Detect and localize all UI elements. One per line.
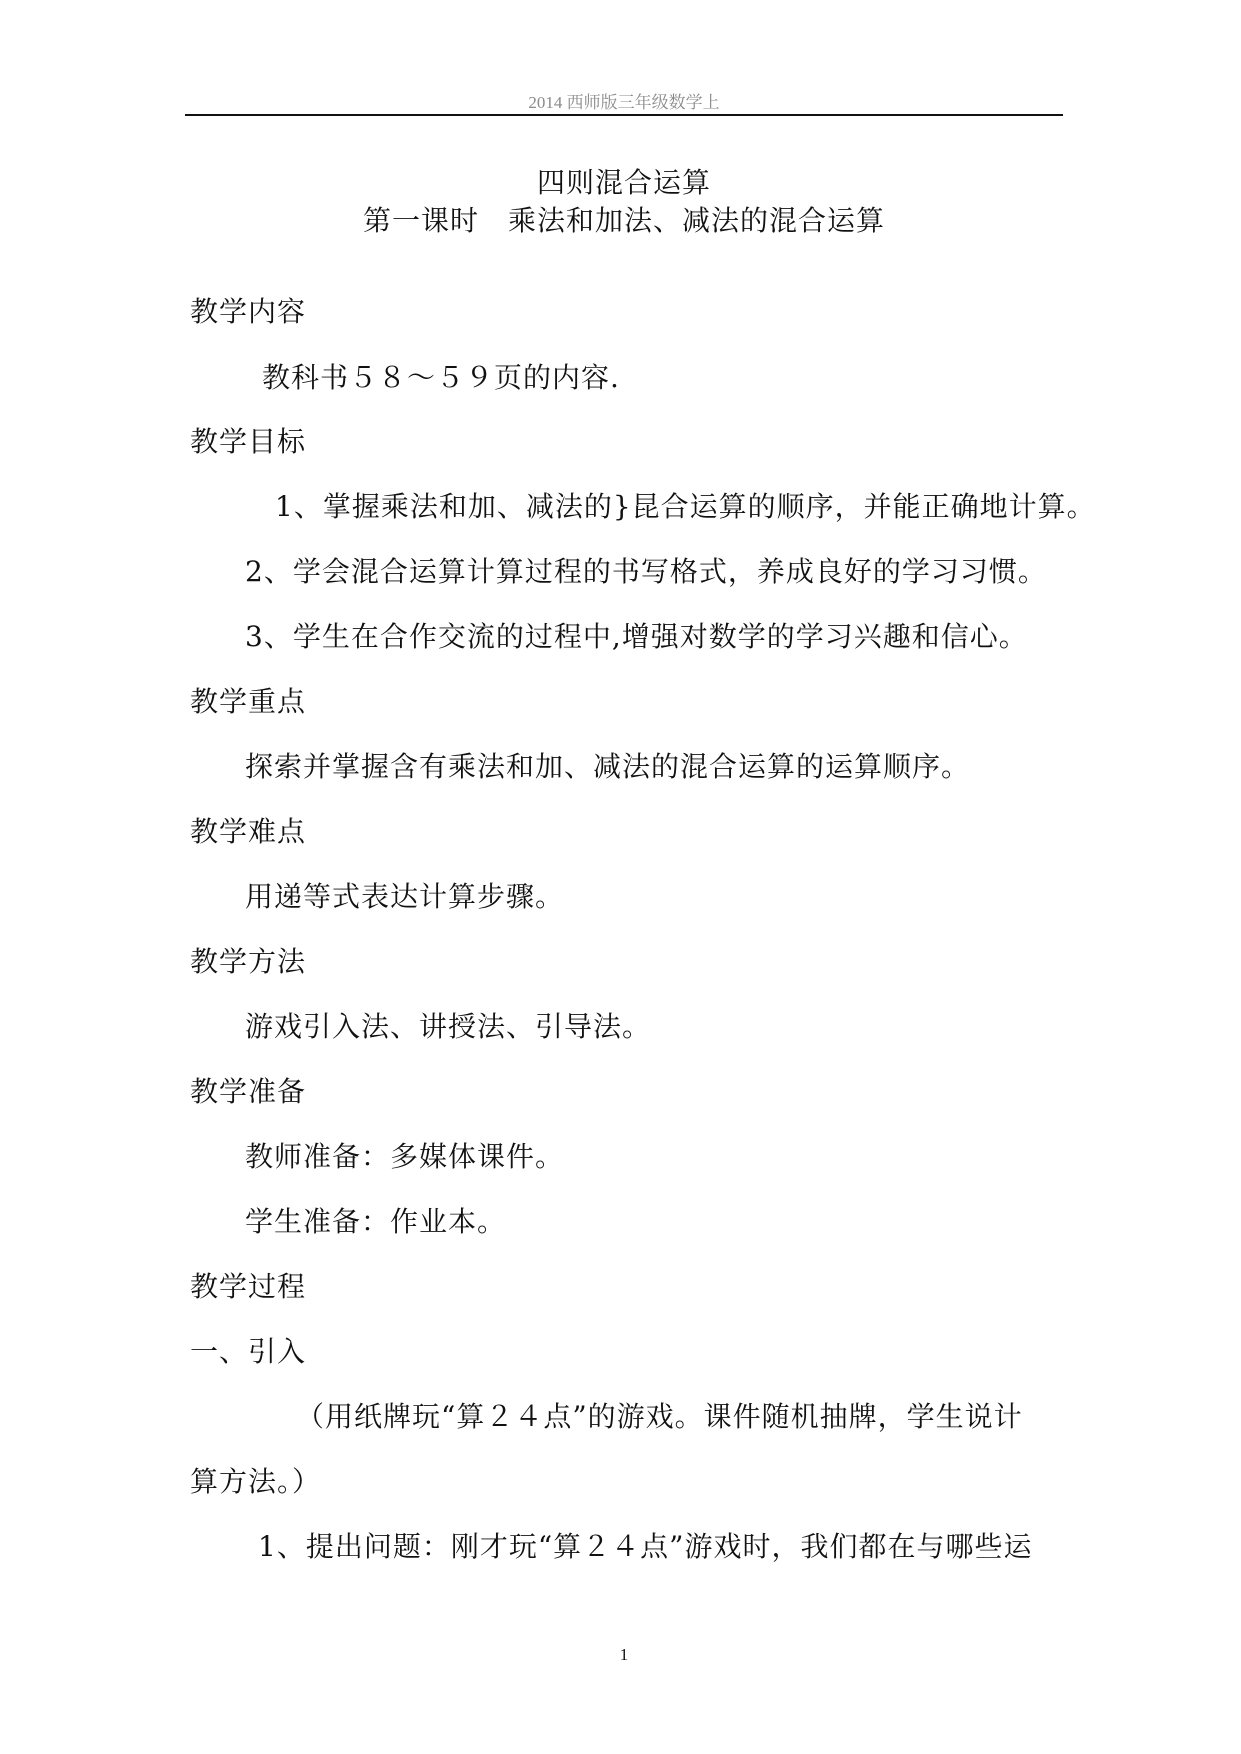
objective-item-1: 1、掌握乘法和加、减法的}昆合运算的顺序，并能正确地计算。 [275,490,1096,523]
section-heading-preparation: 教学准备 [190,1075,307,1108]
objective-item-3: 3、学生在合作交流的过程中,增强对数学的学习兴趣和信心。 [245,620,1028,653]
section-heading-objectives: 教学目标 [190,425,307,458]
section-heading-process: 教学过程 [190,1270,307,1303]
paragraph-teacher-prep: 教师准备：多媒体课件。 [245,1140,565,1173]
paragraph-difficulties: 用递等式表达计算步骤。 [245,880,565,913]
paragraph-key-points: 探索并掌握含有乘法和加、减法的混合运算的运算顺序。 [245,750,971,783]
section-heading-content: 教学内容 [190,295,307,328]
paragraph-intro-line-2: 算方法。） [190,1465,322,1498]
paragraph-methods: 游戏引入法、讲授法、引导法。 [245,1010,652,1043]
lesson-subtitle: 第一课时 乘法和加法、减法的混合运算 [362,204,885,237]
header-divider [185,114,1063,116]
section-heading-difficulties: 教学难点 [190,815,307,848]
paragraph-intro-line-1: （用纸牌玩“算２４点”的游戏。课件随机抽牌，学生说计 [296,1400,1023,1433]
paragraph-question-1: 1、提出问题：刚才玩“算２４点”游戏时，我们都在与哪些运 [258,1530,1033,1563]
paragraph-student-prep: 学生准备：作业本。 [245,1205,507,1238]
paragraph-content: 教科书５８～５９页的内容. [262,361,620,394]
page-number: 1 [619,1645,629,1664]
subsection-heading-intro: 一、引入 [190,1335,307,1368]
running-header: 2014 西师版三年级数学上 [528,93,720,112]
document-title: 四则混合运算 [536,166,711,199]
section-heading-key-points: 教学重点 [190,685,307,718]
section-heading-methods: 教学方法 [190,945,307,978]
objective-item-2: 2、学会混合运算计算过程的书写格式，养成良好的学习习惯。 [245,555,1047,588]
